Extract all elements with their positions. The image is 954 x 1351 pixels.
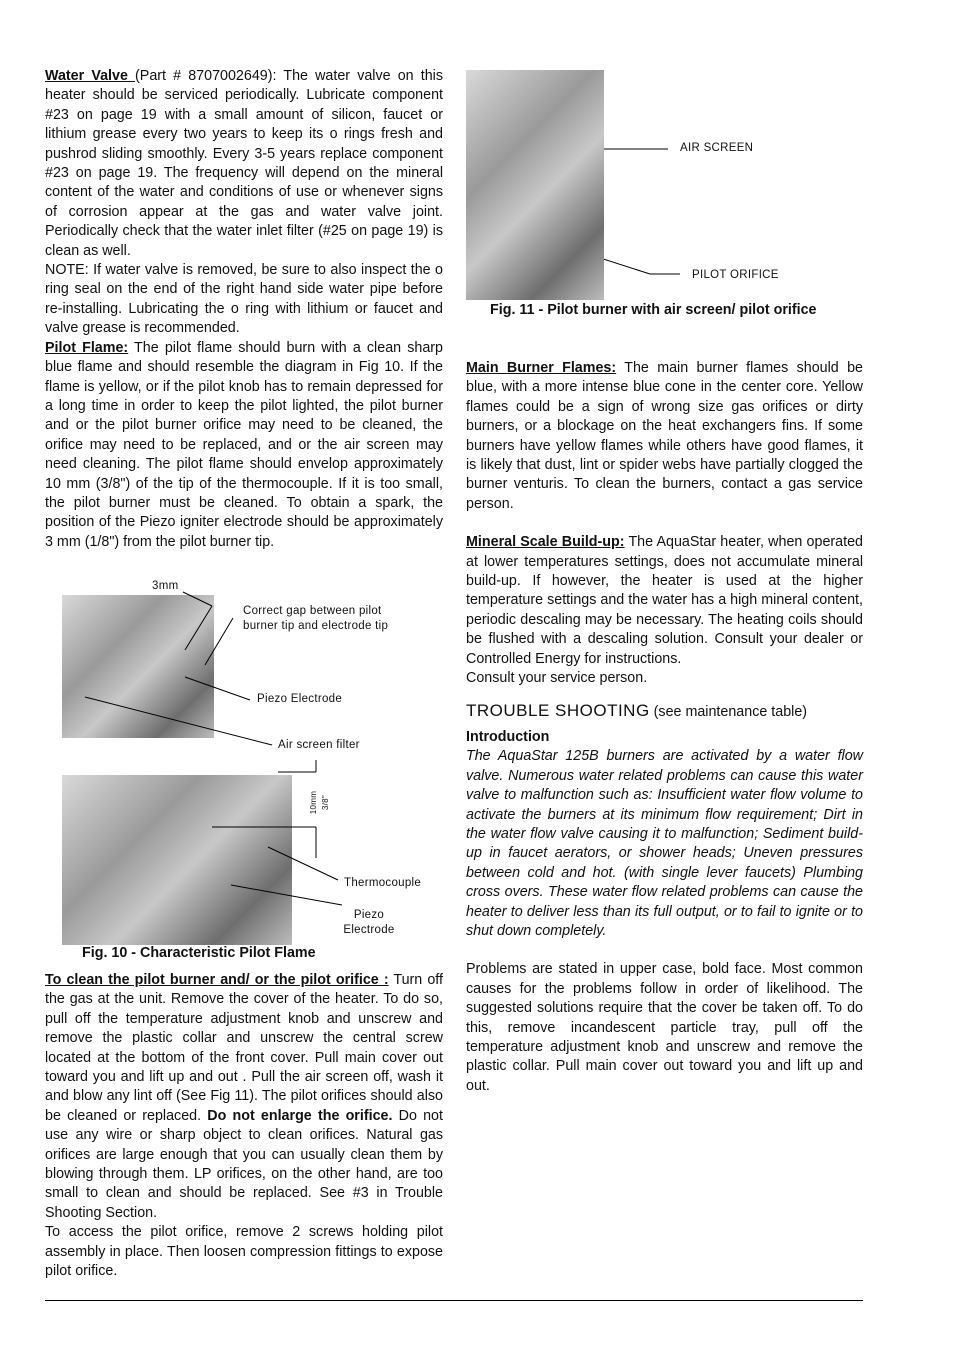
trouble-sub: (see maintenance table) bbox=[649, 703, 808, 720]
fig10-caption: Fig. 10 - Characteristic Pilot Flame bbox=[82, 945, 316, 961]
clean-text-2: Do not use any wire or sharp object to clean orifices. Natural gas orifices are large enough that you can usually clean them by blowing through them. LP orifices, on the other hand, are too small to clean and should be replaced. See #3 in Trouble Shooting Section. bbox=[45, 1107, 443, 1221]
mineral-heading: Mineral Scale Build-up: bbox=[466, 534, 625, 551]
intro-heading: Introduction bbox=[466, 728, 550, 745]
main-burner-text: The main burner flames should be blue, with a more intense blue cone in the center core. Yellow flames could be a sign of wrong size gas orifices or dirty burners, or a blockage on the heat exchangers fins. If some burners have yellow flames while others have good flames, it is likely that dust, lint or spider webs have partially clogged the burner venturis. To clean the burners, contact a gas service person. bbox=[466, 360, 863, 512]
label-correct-gap: Correct gap between pilot burner tip and electrode tip bbox=[243, 605, 389, 632]
intro-paragraph: The AquaStar 125B burners are activated by a water flow valve. Numerous water related problems can cause this water valve to malfunction such as: Insufficient water flow volume to activate the burners at its minimum flow requirement; Dirt in the water flow valve causing it to malfunction; Sediment build-up in faucet aerators, or shower heads; Uneven pressures between cold and hot. (with single lever faucets) Plumbing cross overs. These water flow related problems can cause the heater to deliver less than its full output, or to fail to ignite or to shut down completely. bbox=[466, 748, 863, 939]
label-piezo-electrode-2: Piezo Electrode bbox=[343, 909, 395, 936]
label-air-screen-filter: Air screen filter bbox=[278, 739, 360, 751]
trouble-heading: TROUBLE SHOOTING bbox=[466, 700, 650, 720]
label-thermocouple: Thermocouple bbox=[344, 877, 422, 889]
right-column bbox=[466, 359, 863, 1096]
problems-paragraph: Problems are stated in upper case, bold face. Most common causes for the problems follow in order of likelihood. The suggested solutions require that the cover be taken off. To do this, remove incandescent particle tray, pull off the temperature adjustment knob and unscrew and remove the plastic collar. Pull main cover out toward you and lift up and out. bbox=[466, 961, 863, 1094]
label-10mm: 10mm bbox=[309, 790, 319, 815]
fig11-photo bbox=[466, 70, 604, 300]
label-3mm: 3mm bbox=[152, 580, 179, 592]
note-paragraph: NOTE: If water valve is removed, be sure to also inspect the o ring seal on the end of the right hand side water pipe before re-installing. Lubricating the o ring with lithium or faucet and valve grease is recommended. bbox=[45, 262, 443, 337]
clean-paragraph bbox=[45, 971, 443, 1223]
clean-heading: To clean the pilot burner and/ or the pilot orifice : bbox=[45, 972, 389, 988]
mineral-text: The AquaStar heater, when operated at lower temperatures settings, does not accumulate mineral build-up. If however, the heater is used at the higher temperature settings and the water has a high mineral content, periodic descaling may be necessary. The heating coils should be flushed with a descaling solution. Consult your dealer or Controlled Energy for instructions. bbox=[466, 534, 863, 667]
label-air-screen: AIR SCREEN bbox=[680, 142, 754, 154]
trouble-heading-line bbox=[466, 701, 863, 722]
clean-bold: Do not enlarge the orifice. bbox=[207, 1107, 393, 1124]
fig11-caption: Fig. 11 - Pilot burner with air screen/ pilot orifice bbox=[490, 302, 817, 318]
main-burner-heading: Main Burner Flames: bbox=[466, 360, 617, 376]
label-3-8: 3/8" bbox=[321, 794, 331, 811]
consult-line: Consult your service person. bbox=[466, 670, 648, 687]
footer-rule bbox=[45, 1300, 863, 1301]
access-paragraph: To access the pilot orifice, remove 2 screws holding pilot assembly in place. Then loosen compression fittings to expose pilot orifice. bbox=[45, 1224, 443, 1280]
label-piezo-electrode: Piezo Electrode bbox=[257, 693, 343, 705]
water-valve-heading: Water Valve bbox=[45, 68, 136, 84]
clean-text-1: Turn off the gas at the unit. Remove the cover of the heater. To do so, pull off the temperature adjustment knob and unscrew and remove the plastic collar and unscrew the central screw located at the bottom of the front cover. Pull main cover out toward you and lift up and out . Pull the air screen off, wash it and blow any lint off (See Fig 11). The pilot orifices should also be cleaned or replaced. bbox=[45, 972, 443, 1124]
pilot-flame-text: The pilot flame should burn with a clean sharp blue flame and should resemble the diagram in Fig 10. If the flame is yellow, or if the pilot knob has to remain depressed for a long time in order to keep the pilot lighted, the pilot burner and or the pilot burner orifice may need to be cleaned, the orifice may need to be replaced, and or the air screen may need cleaning. The pilot flame should envelop approximately 10 mm (3/8") of the tip of the thermocouple. If it is too small, the pilot burner must be cleaned. To obtain a spark, the position of the Piezo igniter electrode should be approximately 3 mm (1/8") from the pilot burner tip. bbox=[45, 339, 443, 550]
water-valve-text: (Part # 8707002649): The water valve on this heater should be serviced periodically. Lubricate component #23 on page 19 with a small amount of silicon, faucet or lithium grease every two years to keep its o rings fresh and pushrod sliding smoothly. Every 3-5 years replace component #23 on page 19. The frequency will depend on the mineral content of the water and conditions of use or whenever signs of corrosion appear at the gas and water valve joint. Periodically check that the water inlet filter (#25 on page 19) is clean as well. bbox=[45, 68, 443, 259]
main-burner-paragraph bbox=[466, 359, 863, 514]
mineral-paragraph bbox=[466, 533, 863, 669]
left-column-bottom bbox=[45, 971, 443, 1282]
label-pilot-orifice: PILOT ORIFICE bbox=[692, 269, 779, 281]
pilot-flame-heading: Pilot Flame: bbox=[45, 339, 129, 356]
